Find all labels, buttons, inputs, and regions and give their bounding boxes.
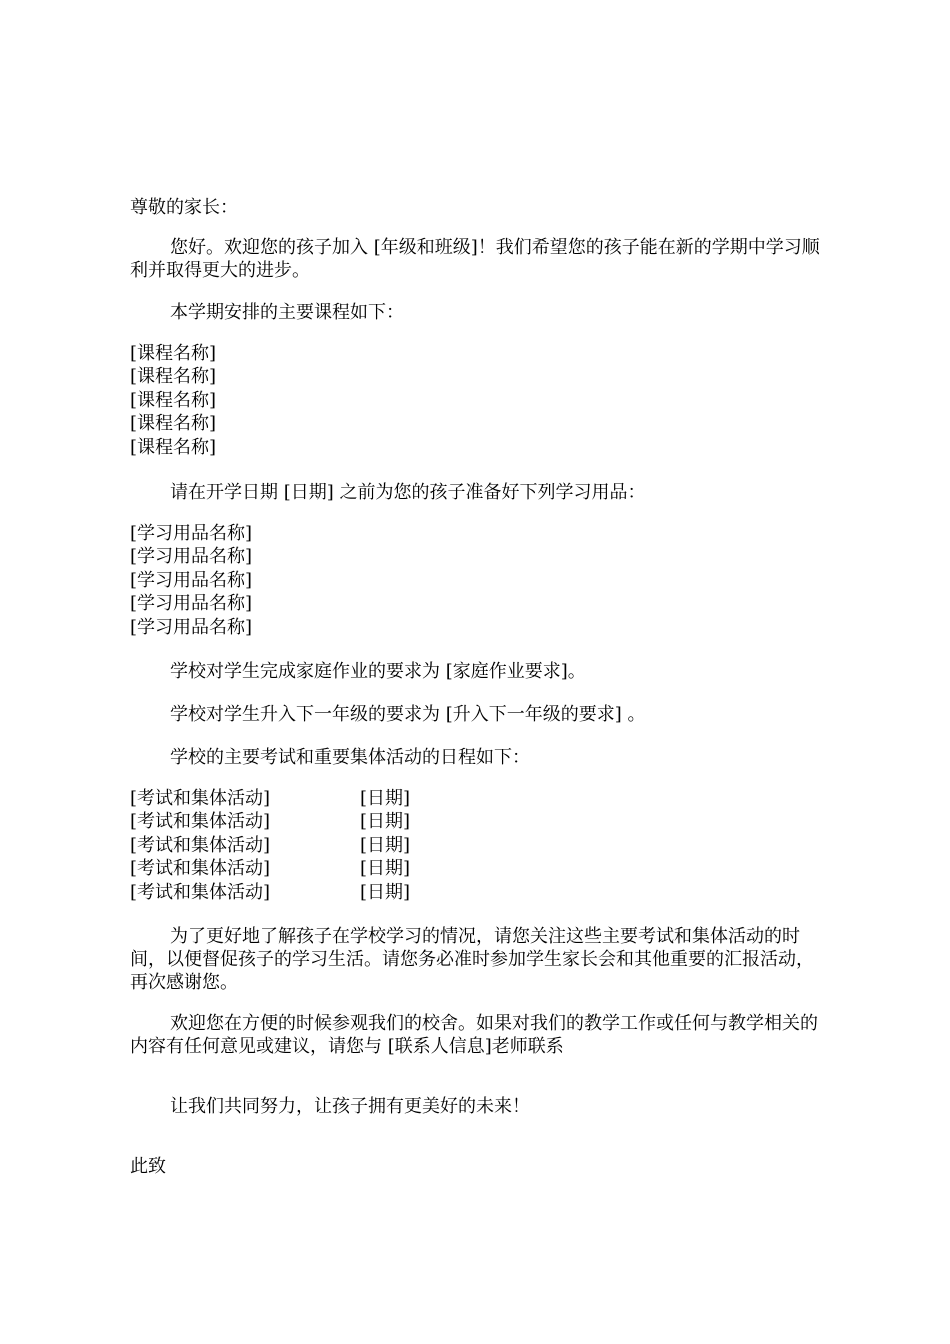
salutation: 尊敬的家长： <box>130 197 238 218</box>
schedule-date: [日期] <box>360 811 411 833</box>
schedule-date: [日期] <box>360 788 411 809</box>
courses-list <box>130 342 216 459</box>
attention-paragraph: 为了更好地了解孩子在学校学习的情况，请您关注这些主要考试和集体活动的时间，以便督促孩子的学习生活。请您务必准时参加学生家长会和其他重要的汇报活动，再次感谢您。 <box>130 926 814 993</box>
schedule-event: [考试和集体活动] <box>130 881 271 903</box>
supply-item: [学习用品名称] <box>130 546 253 568</box>
course-item: [课程名称] <box>130 413 217 435</box>
schedule-event: [考试和集体活动] <box>130 858 271 880</box>
supply-item: [学习用品名称] <box>130 523 253 544</box>
schedule-intro: 学校的主要考试和重要集体活动的日程如下： <box>170 747 530 768</box>
schedule-date: [日期] <box>360 858 411 880</box>
course-item: [课程名称] <box>130 389 217 411</box>
closing-wish: 让我们共同努力，让孩子拥有更美好的未来！ <box>170 1096 530 1117</box>
schedule-event: [考试和集体活动] <box>130 834 271 856</box>
supply-item: [学习用品名称] <box>130 569 253 591</box>
schedule-row <box>130 834 411 857</box>
schedule-row <box>130 857 411 880</box>
schedule-date: [日期] <box>360 834 411 856</box>
course-item: [课程名称] <box>130 343 217 364</box>
schedule-row <box>130 810 411 833</box>
schedule-date: [日期] <box>360 881 411 903</box>
schedule-event: [考试和集体活动] <box>130 788 271 809</box>
schedule-row <box>130 787 411 810</box>
letter-page <box>130 0 830 1344</box>
schedule-row <box>130 881 411 904</box>
supplies-intro: 请在开学日期 [日期] 之前为您的孩子准备好下列学习用品： <box>170 482 646 503</box>
schedule-event: [考试和集体活动] <box>130 811 271 833</box>
intro-paragraph: 您好。欢迎您的孩子加入 [年级和班级]！我们希望您的孩子能在新的学期中学习顺利并取得更大的进步。 <box>130 237 820 281</box>
course-item: [课程名称] <box>130 436 217 458</box>
homework-requirement: 学校对学生完成家庭作业的要求为 [家庭作业要求]。 <box>170 661 586 682</box>
supply-item: [学习用品名称] <box>130 616 253 638</box>
visit-paragraph: 欢迎您在方便的时候参观我们的校舍。如果对我们的教学工作或任何与教学相关的内容有任何意见或建议，请您与 [联系人信息]老师联系 <box>130 1013 818 1057</box>
sign-off: 此致 <box>130 1156 166 1177</box>
promotion-requirement: 学校对学生升入下一年级的要求为 [升入下一年级的要求] 。 <box>170 704 646 725</box>
courses-intro: 本学期安排的主要课程如下： <box>170 302 404 323</box>
schedule-table <box>130 787 411 904</box>
supplies-list <box>130 522 252 639</box>
supply-item: [学习用品名称] <box>130 593 253 615</box>
course-item: [课程名称] <box>130 366 217 388</box>
